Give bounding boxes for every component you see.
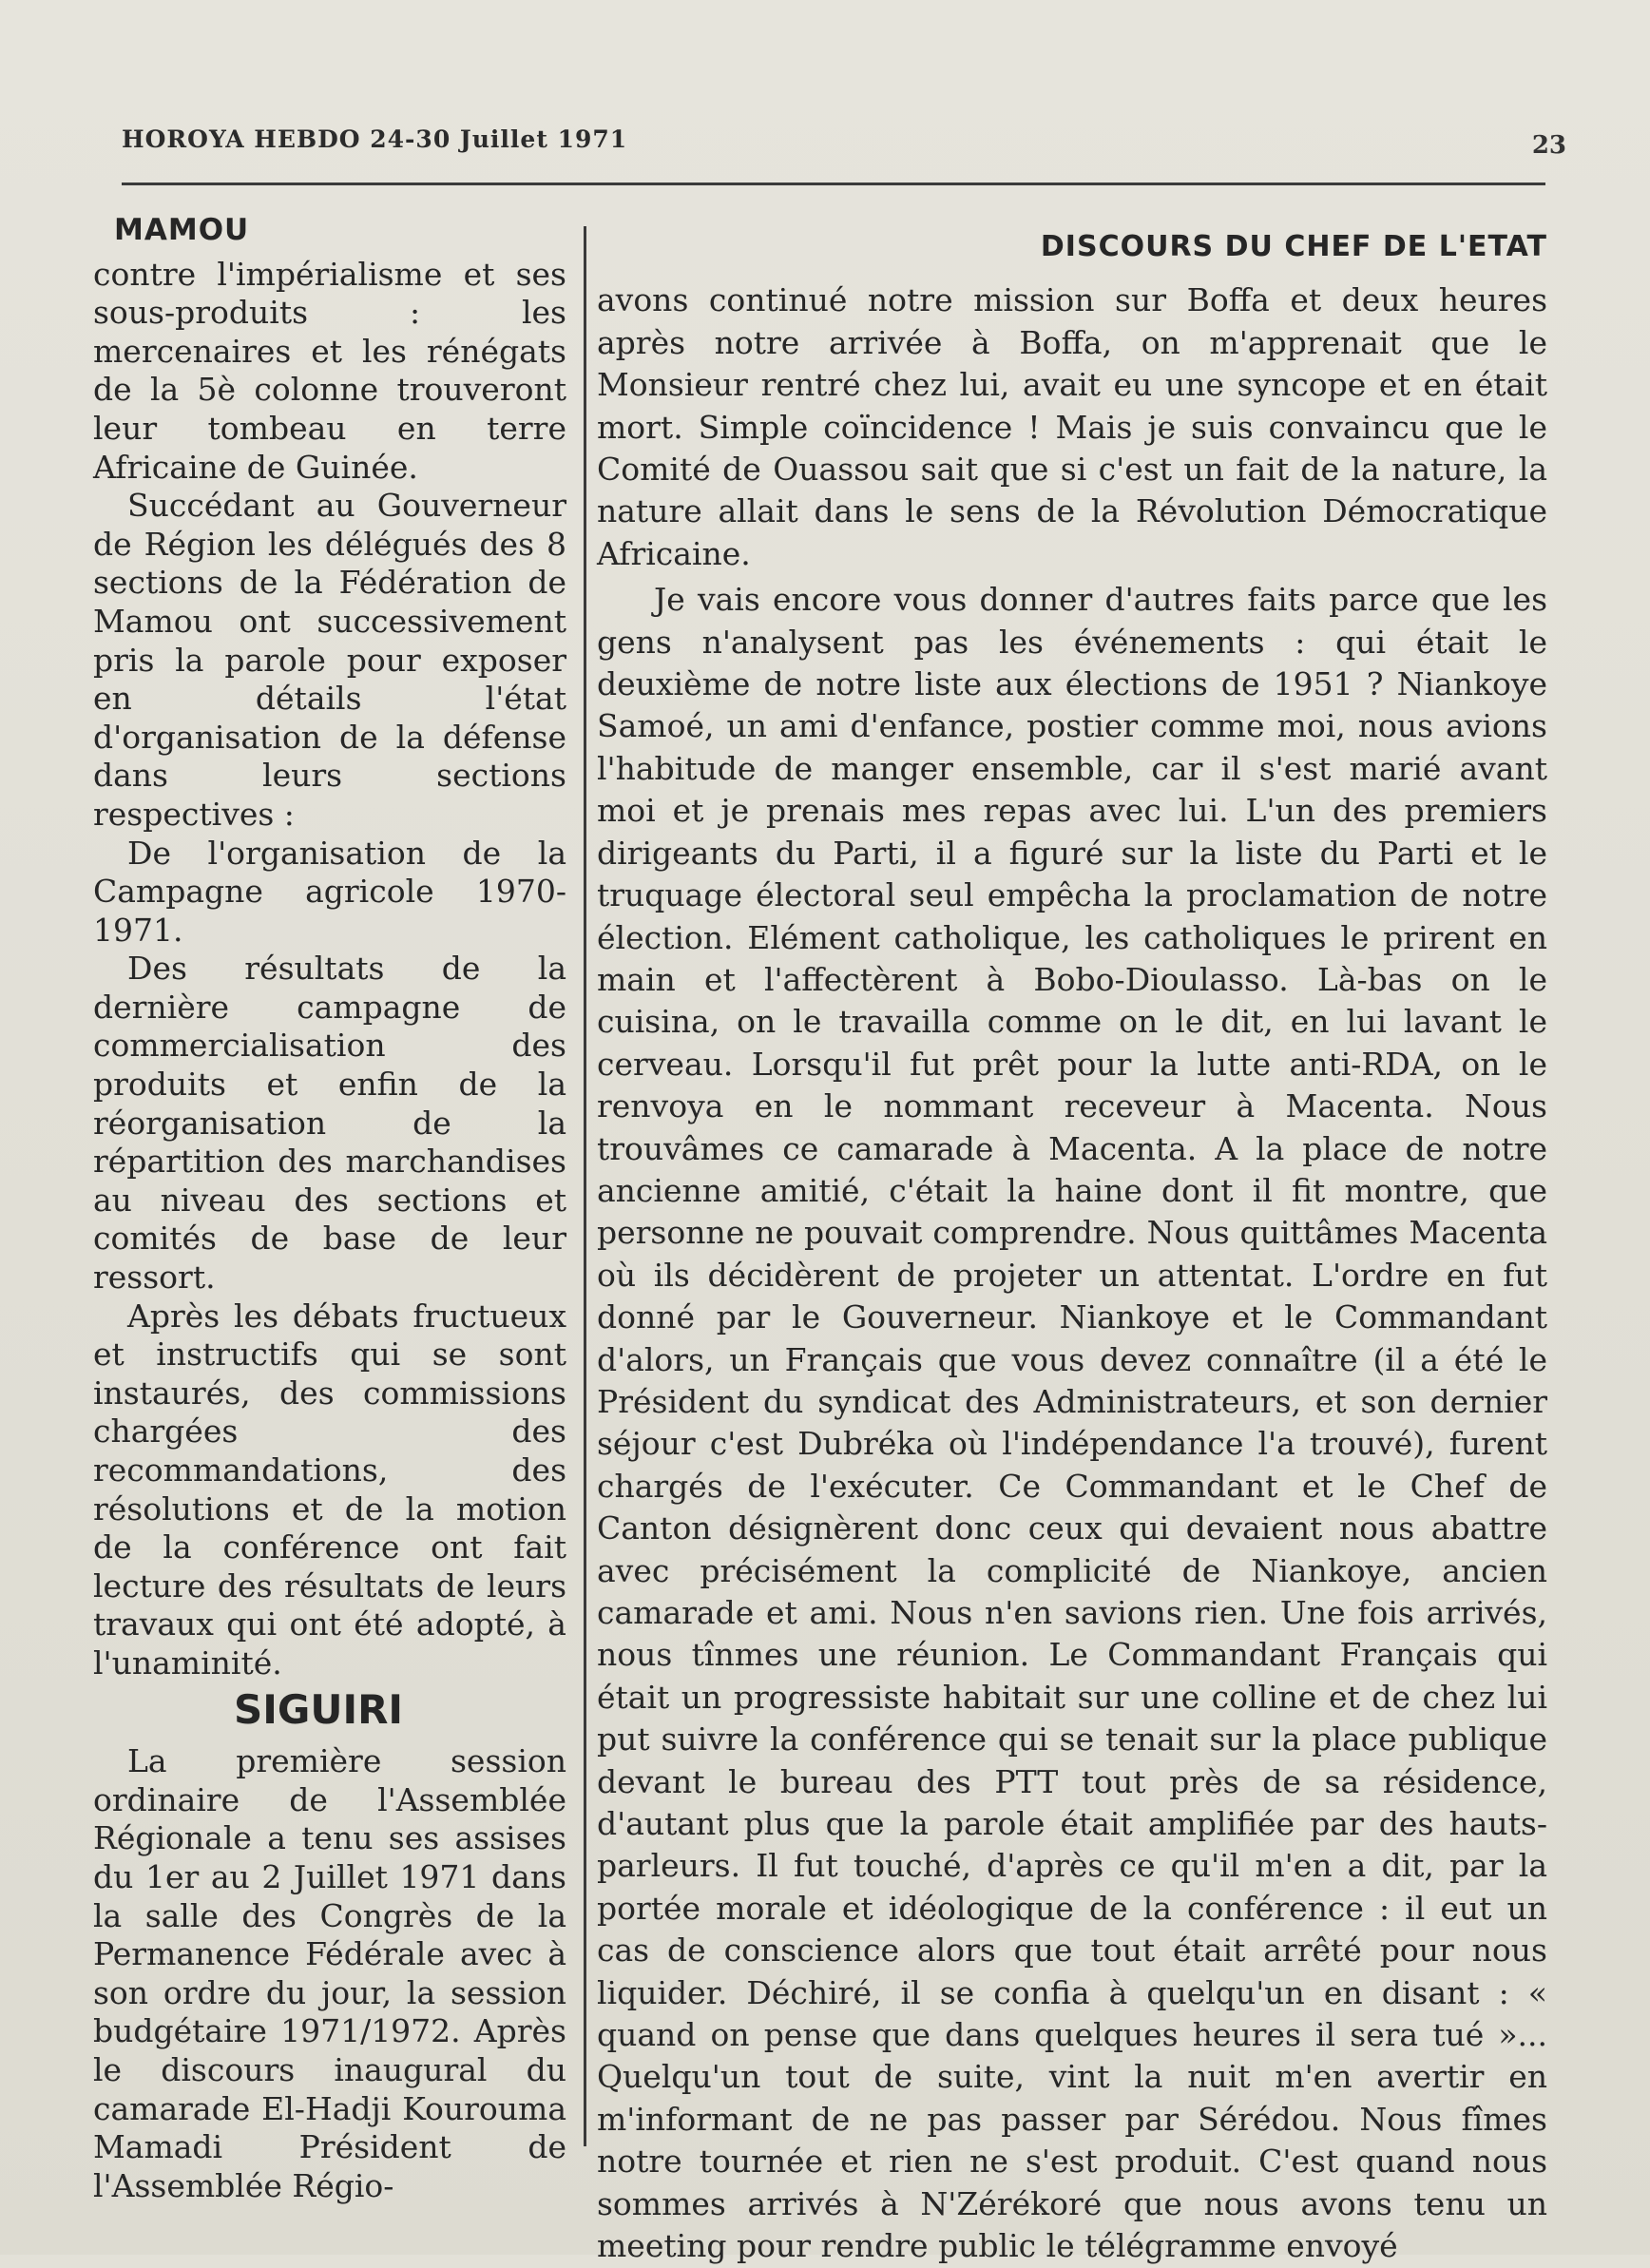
header-rule xyxy=(122,183,1545,185)
section-title-siguiri: SIGUIRI xyxy=(234,1685,404,1733)
mamou-paragraph: De l'organisation de la Campagne agricole 1970-1971. xyxy=(93,834,566,949)
section-title-mamou: MAMOU xyxy=(114,213,250,247)
masthead: HOROYA HEBDO 24-30 Juillet 1971 xyxy=(122,125,628,153)
mamou-paragraph: contre l'impérialisme et ses sous-produits : les mercenaires et les rénégats de la 5è colonne trouveront leur tombeau en terre Africaine de Guinée. xyxy=(93,255,566,486)
section-title-discours: DISCOURS DU CHEF DE L'ETAT xyxy=(1040,230,1547,263)
mamou-paragraph: Succédant au Gouverneur de Région les délégués des 8 sections de la Fédération de Mamou ont successivement pris la parole pour exposer en détails l'état d'organisation de la défense dans leurs sections respectives : xyxy=(93,487,566,833)
mamou-paragraph: Des résultats de la dernière campagne de commercialisation des produits et enfin de la réorganisation de la répartition des marchandises au niveau des sections et comités de base de leur ressort. xyxy=(93,950,566,1297)
left-column xyxy=(93,202,566,2205)
siguiri-paragraph: La première session ordinaire de l'Assemblée Régionale a tenu ses assises du 1er au 2 Juillet 1971 dans la salle des Congrès de la Permanence Fédérale avec à son ordre du jour, la session budgétaire 1971/1972. Après le discours inaugural du camarade El-Hadji Kourouma Mamadi Président de l'Assemblée Régio- xyxy=(93,1742,566,2204)
discours-paragraph: Je vais encore vous donner d'autres faits parce que les gens n'analysent pas les événements : qui était le deuxième de notre liste aux élections de 1951 ? Niankoye Samoé, un ami d'enfance, postier comme moi, nous avions l'habitude de manger ensemble, car il s'est marié avant moi et je prenais mes repas avec lui. L'un des premiers dirigeants du Parti, il a figuré sur la liste du Parti et le truquage électoral seul empêcha la proclamation de notre élection. Elément catholique, les catholiques le prirent en main et l'affectèrent à Bobo-Dioulasso. Là-bas on le cuisina, on le travailla comme on le dit, en lui lavant le cerveau. Lorsqu'il fut prêt pour la lutte anti-RDA, on le renvoya en le nommant receveur à Macenta. Nous trouvâmes ce camarade à Macenta. A la place de notre ancienne amitié, c'était la haine dont il fit montre, que personne ne pouvait comprendre. Nous quittâmes Macenta où ils décidèrent de projeter un attentat. L'ordre en fut donné par le Gouverneur. Niankoye et le Commandant d'alors, un Français que vous devez connaître (il a été le Président du syndicat des Administrateurs, et son dernier séjour c'est Dubréka où l'indépendance l'a trouvé), furent chargés de l'exécuter. Ce Commandant et le Chef de Canton désignèrent donc ceux qui devaient nous abattre avec précisément la complicité de Niankoye, ancien camarade et ami. Nous n'en savions rien. Une fois arrivés, nous tînmes une réunion. Le Commandant Français qui était un progressiste habitait sur une colline et de chez lui put suivre la conférence qui se tenait sur la place publique devant le bureau des PTT tout près de sa résidence, d'autant plus que la parole était amplifiée par des hauts-parleurs. Il fut touché, d'après ce qu'il m'en a dit, par la portée morale et idéologique de la conférence : il eut un cas de conscience alors que tout était arrêté pour nous liquider. Déchiré, il se confia à quelqu'un en disant : « quand on pense que dans quelques heures il sera tué »... Quelqu'un tout de suite, vint la nuit m'en avertir en m'informant de ne pas passer par Sérédou. Nous fîmes notre tournée et rien ne s'est produit. C'est quand nous sommes arrivés à N'Zérékoré que nous avons tenu un meeting pour rendre public le télégramme envoyé xyxy=(597,581,1547,2265)
right-column xyxy=(597,226,1547,2268)
page-number: 23 xyxy=(1531,131,1566,160)
column-divider xyxy=(584,226,586,2146)
page-header xyxy=(122,122,1566,169)
discours-paragraph: avons continué notre mission sur Boffa et deux heures après notre arrivée à Boffa, on m'apprenait que le Monsieur rentré chez lui, avait eu une syncope et en était mort. Simple coïncidence ! Mais je suis convaincu que le Comité de Ouassou sait que si c'est un fait de la nature, la nature allait dans le sens de la Révolution Démocratique Africaine. xyxy=(597,281,1547,572)
mamou-paragraph: Après les débats fructueux et instructifs qui se sont instaurés, des commissions chargées des recommandations, des résolutions et de la motion de la conférence ont fait lecture des résultats de leurs travaux qui ont été adopté, à l'unaminité. xyxy=(93,1297,566,1682)
